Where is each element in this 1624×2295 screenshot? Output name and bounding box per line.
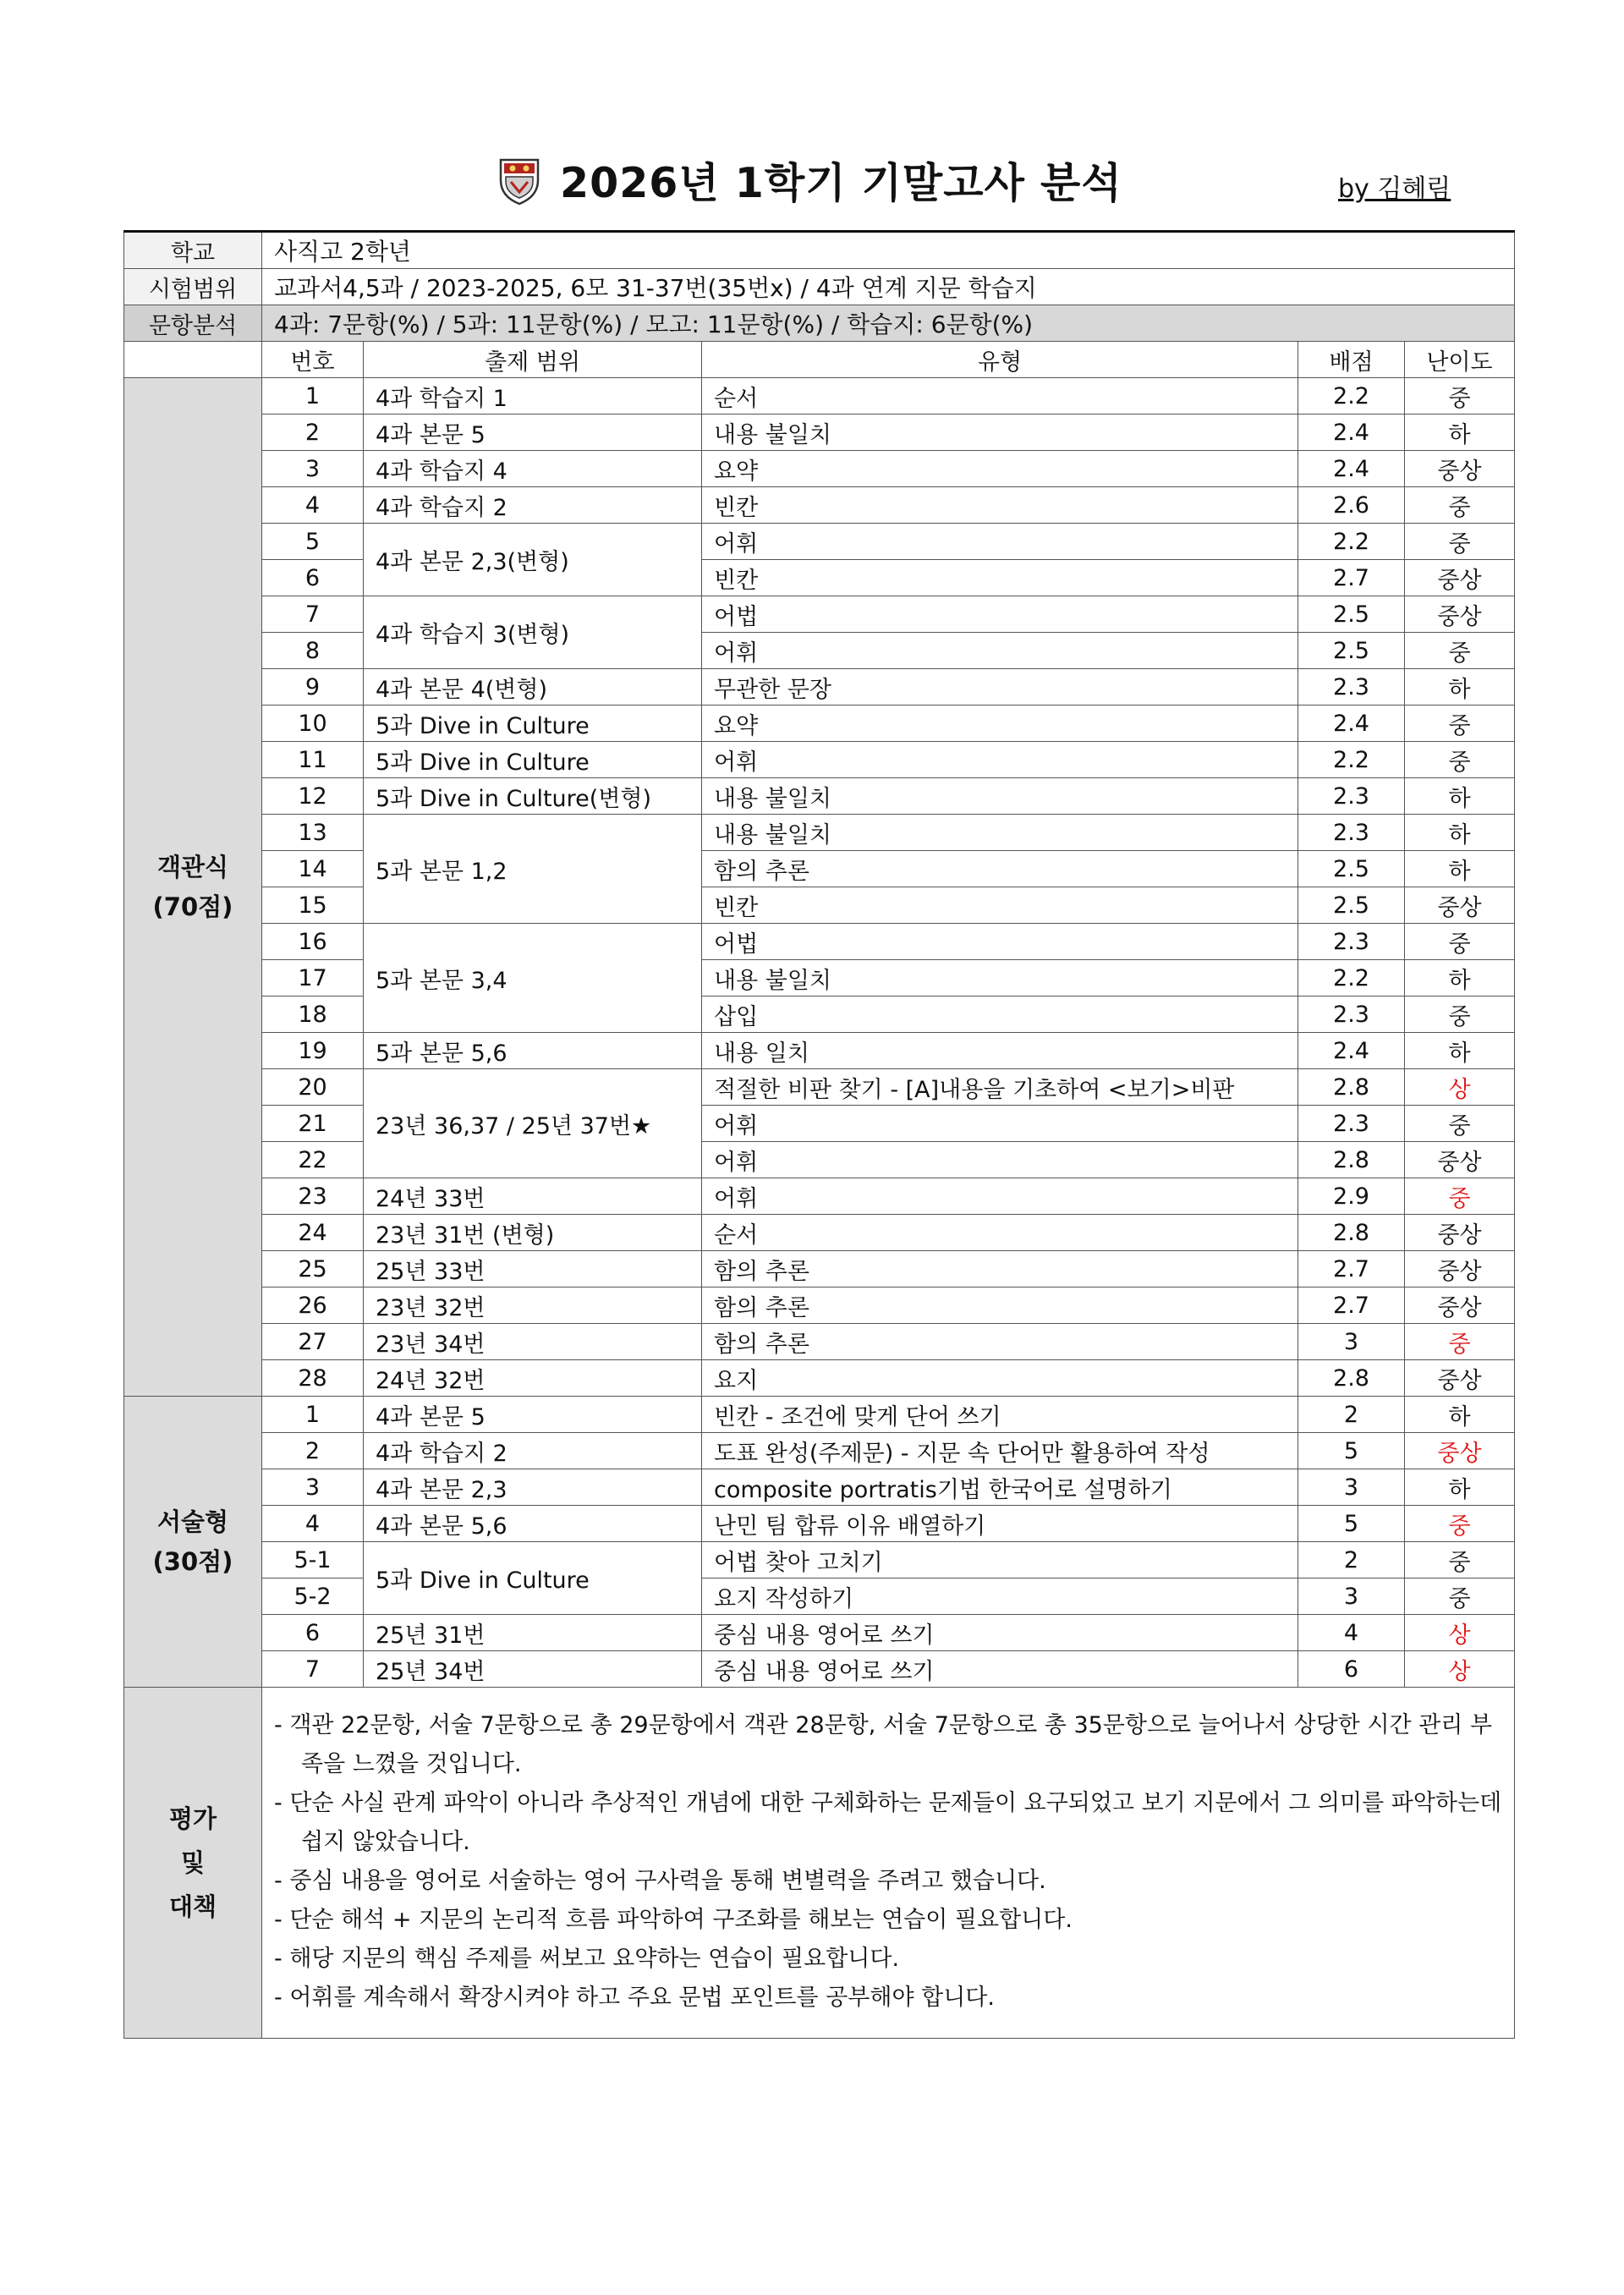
header-type: 유형	[702, 342, 1298, 378]
section-label-line: (30점)	[152, 1546, 233, 1576]
analysis-value: 4과: 7문항(%) / 5과: 11문항(%) / 모고: 11문항(%) / 학습지: 6문항(%)	[262, 305, 1515, 342]
table-row	[124, 451, 1515, 487]
cell-scope: 25년 31번	[364, 1615, 702, 1651]
cell-no: 14	[262, 851, 364, 887]
evaluation-row	[124, 1688, 1515, 2039]
cell-type: 중심 내용 영어로 쓰기	[702, 1615, 1298, 1651]
table-row	[124, 1433, 1515, 1469]
cell-points: 2.2	[1298, 742, 1405, 778]
cell-level: 중	[1405, 378, 1515, 415]
cell-points: 2.5	[1298, 887, 1405, 924]
header-points: 배점	[1298, 342, 1405, 378]
objective-section-label	[124, 378, 262, 1397]
cell-type: 어휘	[702, 524, 1298, 560]
cell-level: 중	[1405, 524, 1515, 560]
cell-points: 2.5	[1298, 633, 1405, 669]
subjective-section-label	[124, 1397, 262, 1688]
cell-scope: 5과 Dive in Culture	[364, 706, 702, 742]
cell-level: 중상	[1405, 1142, 1515, 1178]
cell-level: 중상	[1405, 1433, 1515, 1469]
cell-points: 2.8	[1298, 1360, 1405, 1397]
table-row	[124, 742, 1515, 778]
table-row	[124, 1542, 1515, 1578]
cell-type: 내용 불일치	[702, 778, 1298, 815]
cell-type: 순서	[702, 1215, 1298, 1251]
cell-scope: 4과 학습지 1	[364, 378, 702, 415]
cell-level: 중	[1405, 1506, 1515, 1542]
evaluation-label-line: 및	[180, 1848, 205, 1877]
school-label: 학교	[124, 232, 262, 269]
cell-no: 2	[262, 1433, 364, 1469]
table-row	[124, 1360, 1515, 1397]
cell-scope: 5과 Dive in Culture(변형)	[364, 778, 702, 815]
cell-no: 3	[262, 1469, 364, 1506]
table-row	[124, 1142, 1515, 1178]
cell-points: 2.7	[1298, 1251, 1405, 1288]
cell-level: 중상	[1405, 560, 1515, 596]
cell-points: 2	[1298, 1542, 1405, 1578]
cell-no: 18	[262, 997, 364, 1033]
cell-type: 어휘	[702, 742, 1298, 778]
cell-points: 2	[1298, 1397, 1405, 1433]
cell-type: 요약	[702, 451, 1298, 487]
cell-scope: 5과 본문 1,2	[364, 815, 702, 924]
cell-type: 함의 추론	[702, 1288, 1298, 1324]
cell-type: 어휘	[702, 1106, 1298, 1142]
cell-level: 중	[1405, 1542, 1515, 1578]
cell-type: 요지 작성하기	[702, 1578, 1298, 1615]
cell-type: 순서	[702, 378, 1298, 415]
cell-level: 중	[1405, 924, 1515, 960]
info-row-range	[124, 269, 1515, 305]
evaluation-line: - 어휘를 계속해서 확장시켜야 하고 주요 문법 포인트를 공부해야 합니다.	[274, 1985, 995, 2011]
cell-type: 내용 불일치	[702, 960, 1298, 997]
cell-points: 2.4	[1298, 706, 1405, 742]
evaluation-body	[262, 1688, 1515, 2039]
cell-level: 중상	[1405, 1288, 1515, 1324]
cell-type: 요지	[702, 1360, 1298, 1397]
column-header-row	[124, 342, 1515, 378]
table-row	[124, 596, 1515, 633]
evaluation-line: - 해당 지문의 핵심 주제를 써보고 요약하는 연습이 필요합니다.	[274, 1946, 900, 1972]
cell-level: 중상	[1405, 887, 1515, 924]
table-row	[124, 1033, 1515, 1069]
evaluation-line: - 객관 22문항, 서술 7문항으로 총 29문항에서 객관 28문항, 서술 7문항으로 총 35문항으로 늘어나서 상당한 시간 관리 부족을 느꼈을 것입니다.	[274, 1712, 1493, 1777]
table-row	[124, 1106, 1515, 1142]
cell-level: 상	[1405, 1651, 1515, 1688]
cell-no: 8	[262, 633, 364, 669]
cell-scope: 23년 36,37 / 25년 37번★	[364, 1069, 702, 1178]
cell-points: 2.3	[1298, 815, 1405, 851]
cell-scope: 23년 31번 (변형)	[364, 1215, 702, 1251]
table-row	[124, 887, 1515, 924]
analysis-label: 문항분석	[124, 305, 262, 342]
cell-type: 함의 추론	[702, 1251, 1298, 1288]
cell-type: 요약	[702, 706, 1298, 742]
cell-type: 무관한 문장	[702, 669, 1298, 706]
cell-no: 26	[262, 1288, 364, 1324]
cell-level: 중	[1405, 742, 1515, 778]
cell-scope: 25년 33번	[364, 1251, 702, 1288]
cell-scope: 4과 본문 5	[364, 1397, 702, 1433]
author-name: by 김혜림	[1338, 174, 1451, 204]
cell-points: 2.9	[1298, 1178, 1405, 1215]
info-row-analysis	[124, 305, 1515, 342]
cell-points: 2.5	[1298, 851, 1405, 887]
cell-no: 6	[262, 1615, 364, 1651]
cell-no: 15	[262, 887, 364, 924]
cell-level: 하	[1405, 1469, 1515, 1506]
table-row	[124, 1615, 1515, 1651]
cell-scope: 4과 본문 5	[364, 415, 702, 451]
table-row	[124, 1069, 1515, 1106]
cell-points: 2.8	[1298, 1069, 1405, 1106]
evaluation-line: - 중심 내용을 영어로 서술하는 영어 구사력을 통해 변별력을 주려고 했습니다.	[274, 1868, 1046, 1894]
title-row	[0, 142, 1624, 218]
table-row	[124, 851, 1515, 887]
evaluation-label-line: 대책	[168, 1892, 217, 1921]
cell-level: 하	[1405, 669, 1515, 706]
evaluation-label-line: 평가	[168, 1804, 217, 1833]
cell-level: 중상	[1405, 1360, 1515, 1397]
cell-scope: 5과 본문 5,6	[364, 1033, 702, 1069]
cell-points: 2.6	[1298, 487, 1405, 524]
cell-points: 2.2	[1298, 524, 1405, 560]
cell-points: 2.8	[1298, 1215, 1405, 1251]
cell-level: 하	[1405, 815, 1515, 851]
table-row	[124, 633, 1515, 669]
cell-no: 20	[262, 1069, 364, 1106]
table-row	[124, 778, 1515, 815]
evaluation-label	[124, 1688, 262, 2039]
cell-level: 하	[1405, 960, 1515, 997]
title-text: 2026년 1학기 기말고사 분석	[560, 159, 1122, 207]
cell-level: 중	[1405, 1578, 1515, 1615]
cell-points: 2.4	[1298, 415, 1405, 451]
cell-type: 어휘	[702, 633, 1298, 669]
cell-no: 7	[262, 1651, 364, 1688]
cell-type: 내용 불일치	[702, 815, 1298, 851]
cell-points: 5	[1298, 1506, 1405, 1542]
cell-points: 2.4	[1298, 451, 1405, 487]
cell-no: 21	[262, 1106, 364, 1142]
cell-level: 중	[1405, 1178, 1515, 1215]
cell-points: 2.5	[1298, 596, 1405, 633]
table-row	[124, 1469, 1515, 1506]
cell-points: 2.3	[1298, 1106, 1405, 1142]
table-row	[124, 1397, 1515, 1433]
cell-level: 중상	[1405, 451, 1515, 487]
cell-type: 함의 추론	[702, 1324, 1298, 1360]
cell-type: 삽입	[702, 997, 1298, 1033]
cell-level: 중	[1405, 487, 1515, 524]
cell-no: 12	[262, 778, 364, 815]
range-label: 시험범위	[124, 269, 262, 305]
cell-type: 중심 내용 영어로 쓰기	[702, 1651, 1298, 1688]
cell-type: 빈칸	[702, 487, 1298, 524]
cell-type: 함의 추론	[702, 851, 1298, 887]
cell-type: composite portratis기법 한국어로 설명하기	[702, 1469, 1298, 1506]
cell-level: 중	[1405, 1106, 1515, 1142]
header-no: 번호	[262, 342, 364, 378]
table-row	[124, 960, 1515, 997]
school-value: 사직고 2학년	[262, 232, 1515, 269]
cell-points: 6	[1298, 1651, 1405, 1688]
analysis-table	[123, 230, 1515, 2039]
cell-no: 16	[262, 924, 364, 960]
cell-scope: 4과 학습지 2	[364, 1433, 702, 1469]
table-row	[124, 560, 1515, 596]
cell-level: 하	[1405, 778, 1515, 815]
cell-level: 중상	[1405, 1251, 1515, 1288]
table-row	[124, 1651, 1515, 1688]
cell-no: 5	[262, 524, 364, 560]
cell-level: 중상	[1405, 1215, 1515, 1251]
cell-no: 19	[262, 1033, 364, 1069]
cell-scope: 23년 32번	[364, 1288, 702, 1324]
cell-scope: 4과 학습지 2	[364, 487, 702, 524]
table-row	[124, 1324, 1515, 1360]
cell-level: 하	[1405, 1033, 1515, 1069]
table-row	[124, 815, 1515, 851]
cell-no: 13	[262, 815, 364, 851]
cell-no: 28	[262, 1360, 364, 1397]
evaluation-line: - 단순 해석 + 지문의 논리적 흐름 파악하여 구조화를 해보는 연습이 필요합니다.	[274, 1907, 1073, 1933]
cell-no: 3	[262, 451, 364, 487]
cell-no: 11	[262, 742, 364, 778]
table-row	[124, 997, 1515, 1033]
cell-type: 어휘	[702, 1178, 1298, 1215]
table-row	[124, 924, 1515, 960]
cell-level: 상	[1405, 1069, 1515, 1106]
cell-type: 어법	[702, 596, 1298, 633]
cell-type: 빈칸 - 조건에 맞게 단어 쓰기	[702, 1397, 1298, 1433]
cell-level: 중	[1405, 1324, 1515, 1360]
cell-points: 2.7	[1298, 1288, 1405, 1324]
table-row	[124, 415, 1515, 451]
cell-points: 2.3	[1298, 997, 1405, 1033]
cell-type: 어휘	[702, 1142, 1298, 1178]
cell-scope: 4과 본문 4(변형)	[364, 669, 702, 706]
cell-points: 3	[1298, 1578, 1405, 1615]
header-level: 난이도	[1405, 342, 1515, 378]
cell-scope: 4과 본문 2,3	[364, 1469, 702, 1506]
cell-type: 어법 찾아 고치기	[702, 1542, 1298, 1578]
cell-scope: 4과 학습지 3(변형)	[364, 596, 702, 669]
table-row	[124, 1506, 1515, 1542]
cell-points: 5	[1298, 1433, 1405, 1469]
header-blank	[124, 342, 262, 378]
cell-level: 하	[1405, 1397, 1515, 1433]
cell-no: 7	[262, 596, 364, 633]
cell-points: 2.2	[1298, 378, 1405, 415]
table-row	[124, 1178, 1515, 1215]
page-title	[497, 142, 1122, 218]
cell-level: 중	[1405, 997, 1515, 1033]
table-row	[124, 1251, 1515, 1288]
cell-type: 어법	[702, 924, 1298, 960]
cell-type: 내용 일치	[702, 1033, 1298, 1069]
cell-no: 4	[262, 487, 364, 524]
cell-no: 5-2	[262, 1578, 364, 1615]
cell-level: 상	[1405, 1615, 1515, 1651]
cell-scope: 5과 Dive in Culture	[364, 1542, 702, 1615]
cell-points: 2.4	[1298, 1033, 1405, 1069]
cell-scope: 24년 33번	[364, 1178, 702, 1215]
cell-points: 2.3	[1298, 669, 1405, 706]
cell-no: 10	[262, 706, 364, 742]
cell-scope: 24년 32번	[364, 1360, 702, 1397]
table-row	[124, 669, 1515, 706]
range-value: 교과서4,5과 / 2023-2025, 6모 31-37번(35번x) / 4과 연계 지문 학습지	[262, 269, 1515, 305]
cell-scope: 4과 학습지 4	[364, 451, 702, 487]
cell-points: 2.2	[1298, 960, 1405, 997]
cell-points: 3	[1298, 1469, 1405, 1506]
table-row	[124, 487, 1515, 524]
cell-level: 하	[1405, 415, 1515, 451]
cell-no: 5-1	[262, 1542, 364, 1578]
cell-no: 22	[262, 1142, 364, 1178]
cell-type: 도표 완성(주제문) - 지문 속 단어만 활용하여 작성	[702, 1433, 1298, 1469]
cell-type: 적절한 비판 찾기 - [A]내용을 기초하여 <보기>비판	[702, 1069, 1298, 1106]
cell-no: 17	[262, 960, 364, 997]
cell-scope: 4과 본문 2,3(변형)	[364, 524, 702, 596]
cell-no: 23	[262, 1178, 364, 1215]
cell-level: 중상	[1405, 596, 1515, 633]
cell-no: 24	[262, 1215, 364, 1251]
cell-no: 1	[262, 1397, 364, 1433]
cell-scope: 23년 34번	[364, 1324, 702, 1360]
cell-no: 9	[262, 669, 364, 706]
cell-type: 빈칸	[702, 560, 1298, 596]
info-row-school	[124, 232, 1515, 269]
cell-scope: 4과 본문 5,6	[364, 1506, 702, 1542]
section-label-line: (70점)	[152, 892, 233, 921]
header-scope: 출제 범위	[364, 342, 702, 378]
cell-points: 4	[1298, 1615, 1405, 1651]
cell-no: 27	[262, 1324, 364, 1360]
cell-scope: 5과 Dive in Culture	[364, 742, 702, 778]
table-row	[124, 1578, 1515, 1615]
cell-level: 중	[1405, 706, 1515, 742]
table-row	[124, 524, 1515, 560]
cell-no: 1	[262, 378, 364, 415]
cell-points: 3	[1298, 1324, 1405, 1360]
section-label-line: 객관식	[156, 853, 229, 882]
cell-type: 빈칸	[702, 887, 1298, 924]
cell-type: 난민 팀 합류 이유 배열하기	[702, 1506, 1298, 1542]
cell-points: 2.3	[1298, 924, 1405, 960]
cell-no: 25	[262, 1251, 364, 1288]
table-row	[124, 1288, 1515, 1324]
cell-no: 6	[262, 560, 364, 596]
evaluation-line: - 단순 사실 관계 파악이 아니라 추상적인 개념에 대한 구체화하는 문제들이 요구되었고 보기 지문에서 그 의미를 파악하는데 쉽지 않았습니다.	[274, 1790, 1502, 1855]
table-row	[124, 378, 1515, 415]
cell-points: 2.3	[1298, 778, 1405, 815]
cell-scope: 25년 34번	[364, 1651, 702, 1688]
school-crest-icon	[497, 155, 541, 206]
table-row	[124, 1215, 1515, 1251]
cell-level: 하	[1405, 851, 1515, 887]
table-row	[124, 706, 1515, 742]
cell-type: 내용 불일치	[702, 415, 1298, 451]
cell-points: 2.8	[1298, 1142, 1405, 1178]
cell-no: 4	[262, 1506, 364, 1542]
cell-no: 2	[262, 415, 364, 451]
cell-level: 중	[1405, 633, 1515, 669]
section-label-line: 서술형	[156, 1507, 229, 1537]
cell-points: 2.7	[1298, 560, 1405, 596]
cell-scope: 5과 본문 3,4	[364, 924, 702, 1033]
